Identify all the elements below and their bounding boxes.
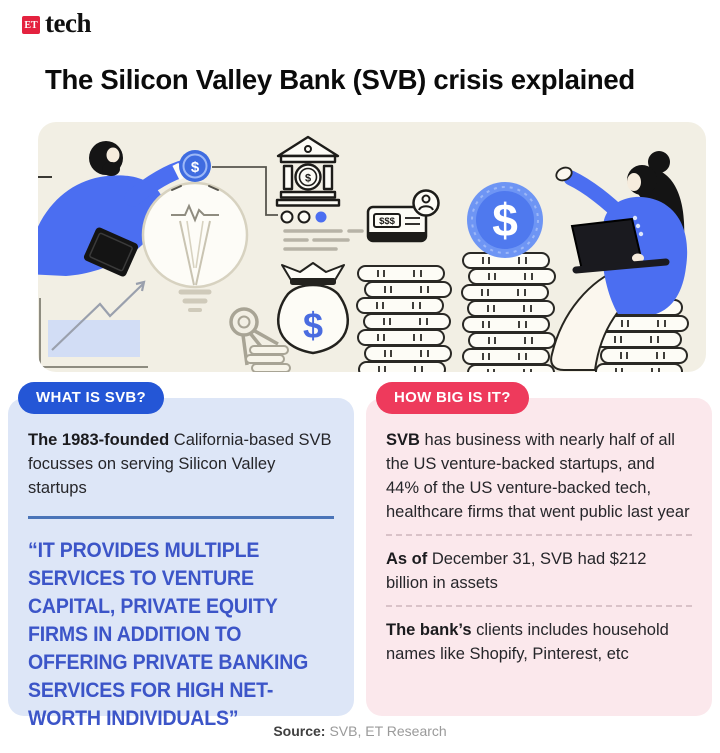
dashed-divider (386, 534, 692, 536)
triple-dollar-glyph: $$$ (379, 216, 395, 227)
page-title: The Silicon Valley Bank (SVB) crisis explained (45, 64, 635, 95)
source-value: SVB, ET Research (329, 723, 447, 739)
growth-chart-icon (40, 282, 148, 367)
bag-dollar-glyph: $ (302, 305, 324, 346)
fact-rest-text: clients includes household names like Shopify, Pinterest, etc (386, 621, 669, 663)
fact-bold-text: SVB (386, 431, 420, 449)
logo-wordmark: tech (45, 8, 91, 38)
bank-icon (277, 137, 339, 206)
what-is-svb-badge: WHAT IS SVB? (18, 382, 164, 414)
how-big-is-it-badge: HOW BIG IS IT? (376, 382, 529, 414)
money-bag-icon (278, 263, 348, 353)
what-is-svb-panel (8, 389, 354, 730)
coin-dollar-glyph: $ (190, 159, 200, 176)
fact-rest-text: has business with nearly half of all the US venture-backed startups, and 44% of the US venture-backed tech, healthcare firms that went public last year (386, 431, 690, 521)
coin-stack-middle (462, 253, 555, 372)
blue-divider (28, 516, 334, 519)
svb-intro-text (28, 428, 334, 500)
source-label: Source: (273, 723, 326, 739)
cheque-icon (368, 191, 439, 242)
fact-bold-text: As of (386, 550, 428, 568)
quote-bold-text: “IT PROVIDES MULTIPLE SERVICES TO VENTURE CAPITAL, (28, 539, 260, 618)
finance-illustration (38, 122, 706, 372)
fact-bold-text: The bank’s (386, 621, 472, 639)
svb-quote-text (28, 537, 335, 733)
illustration-panel (38, 122, 706, 372)
big-coin-icon (467, 182, 543, 258)
fact-rest-text: December 31, SVB had $212 billion in assets (386, 550, 647, 592)
fact-assets (386, 547, 692, 595)
how-big-is-it-panel (366, 389, 712, 716)
source-line (0, 723, 720, 739)
fact-clients (386, 618, 692, 666)
et-tech-logo (22, 10, 91, 37)
quote-rest-text: PRIVATE EQUITY FIRMS IN ADDITION TO OFFERING PRIVATE BANKING SERVICES FOR HIGH NET-WORTH INDIVIDUALS” (28, 595, 309, 730)
dashed-divider (386, 605, 692, 607)
dots-and-lines (282, 212, 363, 250)
et-logo-mark: ET (22, 16, 40, 34)
big-coin-dollar-glyph: $ (492, 194, 518, 246)
bank-dollar-glyph: $ (304, 172, 312, 185)
fact-venture-backed (386, 428, 692, 524)
lightbulb-icon (143, 183, 247, 310)
coin-stack-left (357, 266, 451, 372)
intro-rest-text: California-based SVB focusses on serving Silicon Valley startups (28, 431, 332, 497)
intro-bold-text: The 1983-founded (28, 431, 170, 449)
coin-in-hand-icon (179, 150, 211, 182)
